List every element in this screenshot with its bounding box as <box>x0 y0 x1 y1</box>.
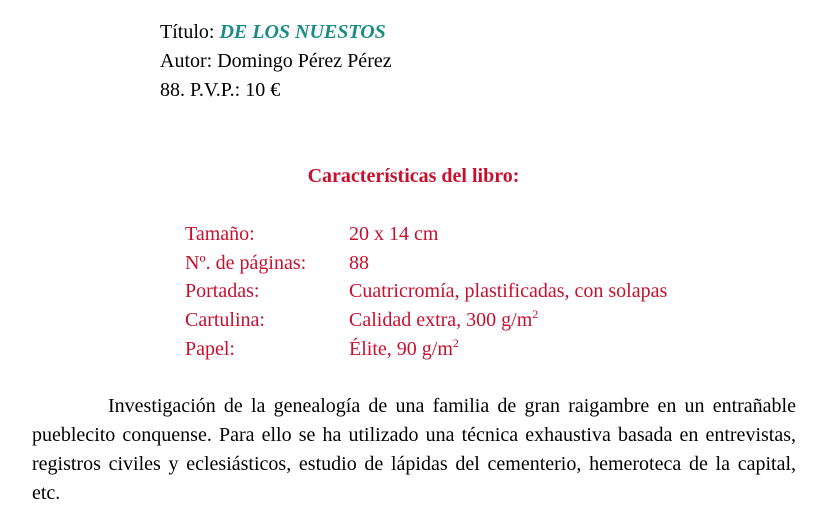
superscript-squared: 2 <box>452 336 459 350</box>
superscript-squared: 2 <box>532 307 539 321</box>
author-line: Autor: Domingo Pérez Pérez <box>160 50 392 72</box>
price-line: 88. P.V.P.: 10 € <box>160 79 281 101</box>
feature-label-paper: Papel: <box>185 338 235 360</box>
feature-value-size-text: 20 x 14 cm <box>349 223 439 245</box>
feature-value-paper <box>349 337 459 361</box>
feature-label-pages: Nº. de páginas: <box>185 252 307 274</box>
feature-value-covers <box>349 279 667 303</box>
feature-value-covers-text: Cuatricromía, plastificadas, con solapas <box>349 280 668 302</box>
book-description <box>32 392 796 508</box>
title-label: Título: <box>160 21 215 43</box>
feature-value-size <box>349 222 438 246</box>
feature-value-cardboard <box>349 308 538 332</box>
feature-label-covers: Portadas: <box>185 280 260 302</box>
feature-value-pages-text: 88 <box>349 252 369 274</box>
features-heading: Características del libro: <box>307 165 520 187</box>
title-line <box>160 20 386 44</box>
feature-label-cardboard: Cartulina: <box>185 309 265 331</box>
feature-value-pages <box>349 251 369 275</box>
feature-label-size: Tamaño: <box>185 223 255 245</box>
book-title: DE LOS NUESTOS <box>219 21 386 43</box>
feature-value-paper-text: Élite, 90 g/m <box>349 338 453 360</box>
feature-value-cardboard-text: Calidad extra, 300 g/m <box>349 309 533 331</box>
description-text: Investigación de la genealogía de una familia de gran raigambre en un entrañable pueblecito conquense. Para ello se ha utilizado una técnica exhaustiva basada en entrevistas, registros civiles y eclesiásticos, estudio de lápidas del cementerio, hemeroteca de la capital, etc. <box>32 395 796 504</box>
